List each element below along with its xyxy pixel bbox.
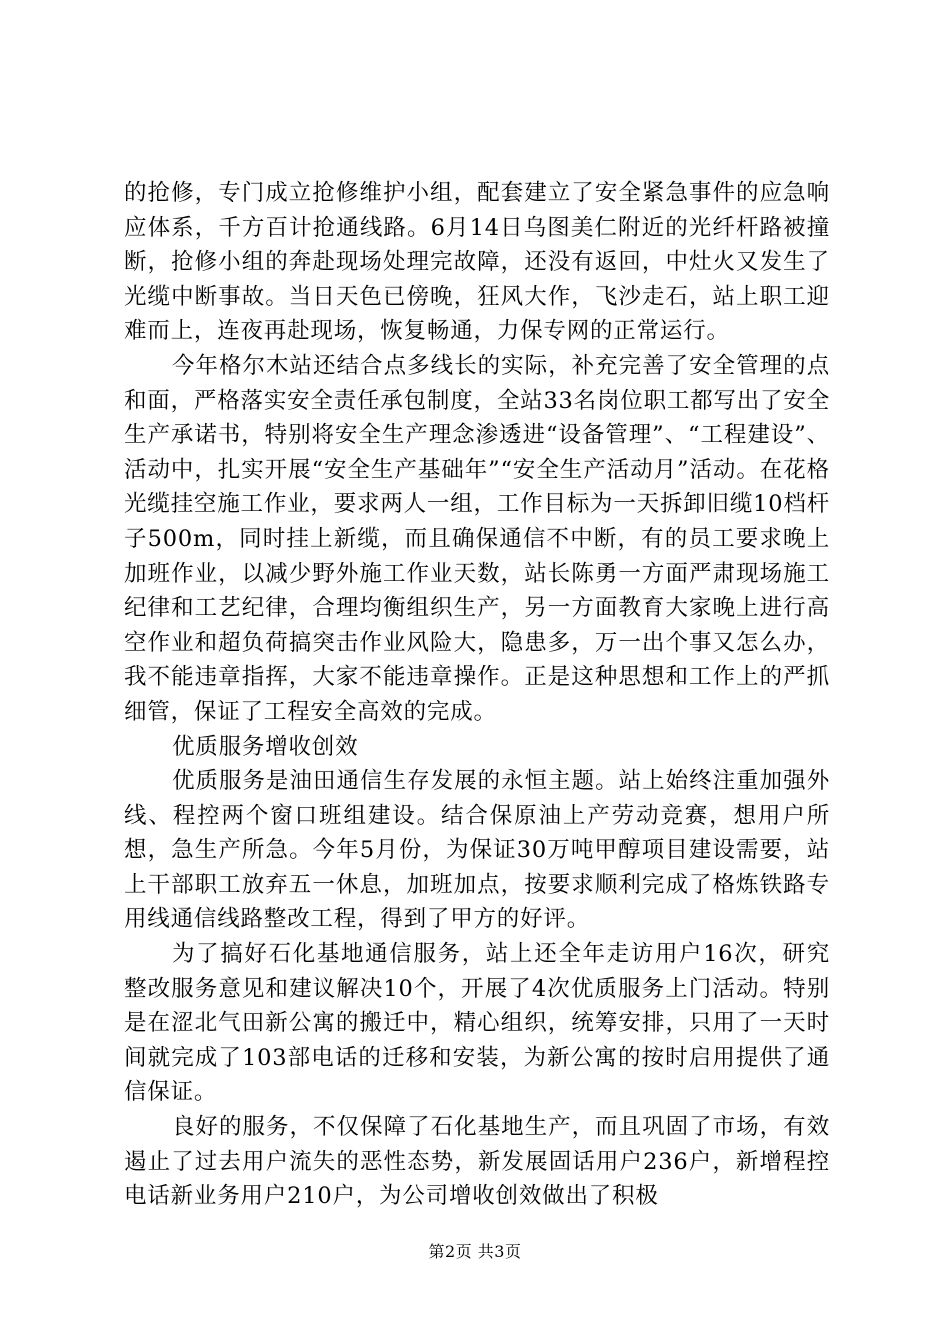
paragraph-5: 良好的服务，不仅保障了石化基地生产，而且巩固了市场，有效遏止了过去用户流失的恶性态势，新发展固话用户236户，新增程控电话新业务用户210户，为公司增收创效做出了积极 bbox=[124, 1114, 830, 1210]
page-footer: 第2页 共3页 bbox=[428, 1242, 522, 1261]
paragraph-1: 的抢修，专门成立抢修维护小组，配套建立了安全紧急事件的应急响应体系，千方百计抢通线路。6月14日乌图美仁附近的光纤杆路被撞断，抢修小组的奔赴现场处理完故障，还没有返回，中灶火又发生了光缆中断事故。当日天色已傍晚，狂风大作，飞沙走石，站上职工迎难而上，连夜再赴现场，恢复畅通，力保专网的正常运行。 bbox=[124, 180, 830, 345]
paragraph-2: 今年格尔木站还结合点多线长的实际，补充完善了安全管理的点和面，严格落实安全责任承包制度，全站33名岗位职工都写出了安全生产承诺书，特别将安全生产理念渗透进“设备管理”、“工程建设”、活动中，扎实开展“安全生产基础年”“安全生产活动月”活动。在花格光缆挂空施工作业，要求两人一组，工作目标为一天拆卸旧缆10档杆子500m，同时挂上新缆，而且确保通信不中断，有的员工要求晚上加班作业，以减少野外施工作业天数，站长陈勇一方面严肃现场施工纪律和工艺纪律，合理均衡组织生产，另一方面教育大家晚上进行高空作业和超负荷搞突击作业风险大，隐患多，万一出个事又怎么办，我不能违章指挥，大家不能违章操作。正是这种思想和工作上的严抓细管，保证了工程安全高效的完成。 bbox=[124, 352, 830, 725]
document-body bbox=[124, 176, 830, 1214]
paragraph-3: 优质服务是油田通信生存发展的永恒主题。站上始终注重加强外线、程控两个窗口班组建设。结合保原油上产劳动竞赛，想用户所想，急生产所急。今年5月份，为保证30万吨甲醇项目建设需要，站上干部职工放弃五一休息，加班加点，按要求顺利完成了格炼铁路专用线通信线路整改工程，得到了甲方的好评。 bbox=[124, 768, 830, 933]
section-heading: 优质服务增收创效 bbox=[172, 733, 359, 760]
paragraph-4: 为了搞好石化基地通信服务，站上还全年走访用户16次，研究整改服务意见和建议解决10个，开展了4次优质服务上门活动。特别是在涩北气田新公寓的搬迁中，精心组织，统筹安排，只用了一天时间就完成了103部电话的迁移和安装，为新公寓的按时启用提供了通信保证。 bbox=[124, 941, 830, 1106]
